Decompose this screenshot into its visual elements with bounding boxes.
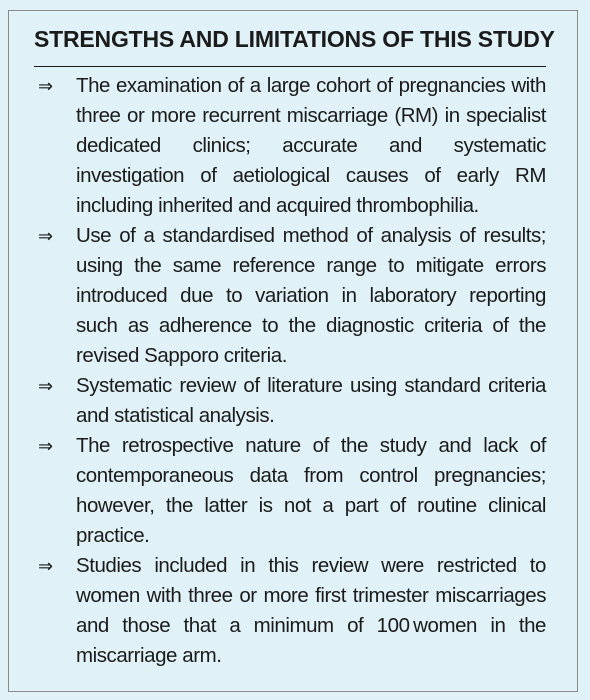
title-divider: [34, 66, 546, 67]
list-item: [34, 371, 546, 431]
double-right-arrow-icon: ⇒: [38, 226, 53, 246]
double-right-arrow-icon: ⇒: [38, 436, 53, 456]
list-item: [34, 431, 546, 551]
list-item: [34, 551, 546, 671]
box-title: STRENGTHS AND LIMITATIONS OF THIS STUDY: [34, 26, 555, 52]
double-right-arrow-icon: ⇒: [38, 76, 53, 96]
list-item: [34, 71, 546, 221]
list-item: [34, 221, 546, 371]
strengths-limitations-list: [34, 71, 546, 671]
list-item-text: The examination of a large cohort of pregnancies with three or more recurrent miscarriage (RM) in specialist dedicated clinics; accurate and systematic investigation of aetiological causes of early RM including inherited and acquired thrombophilia.: [76, 74, 546, 217]
list-item-text: Studies included in this review were restricted to women with three or more first trimester miscarriages and those that a minimum of 100 women in the miscarriage arm.: [76, 554, 546, 667]
list-item-text: Systematic review of literature using standard criteria and statistical analysis.: [76, 374, 546, 427]
double-right-arrow-icon: ⇒: [38, 556, 53, 576]
list-item-text: Use of a standardised method of analysis of results; using the same reference range to mitigate errors introduced due to variation in laboratory reporting such as adherence to the diagnostic criteria of the revised Sapporo criteria.: [76, 224, 546, 367]
double-right-arrow-icon: ⇒: [38, 376, 53, 396]
list-item-text: The retrospective nature of the study and lack of contemporaneous data from control pregnancies; however, the latter is not a part of routine clinical practice.: [76, 434, 546, 547]
